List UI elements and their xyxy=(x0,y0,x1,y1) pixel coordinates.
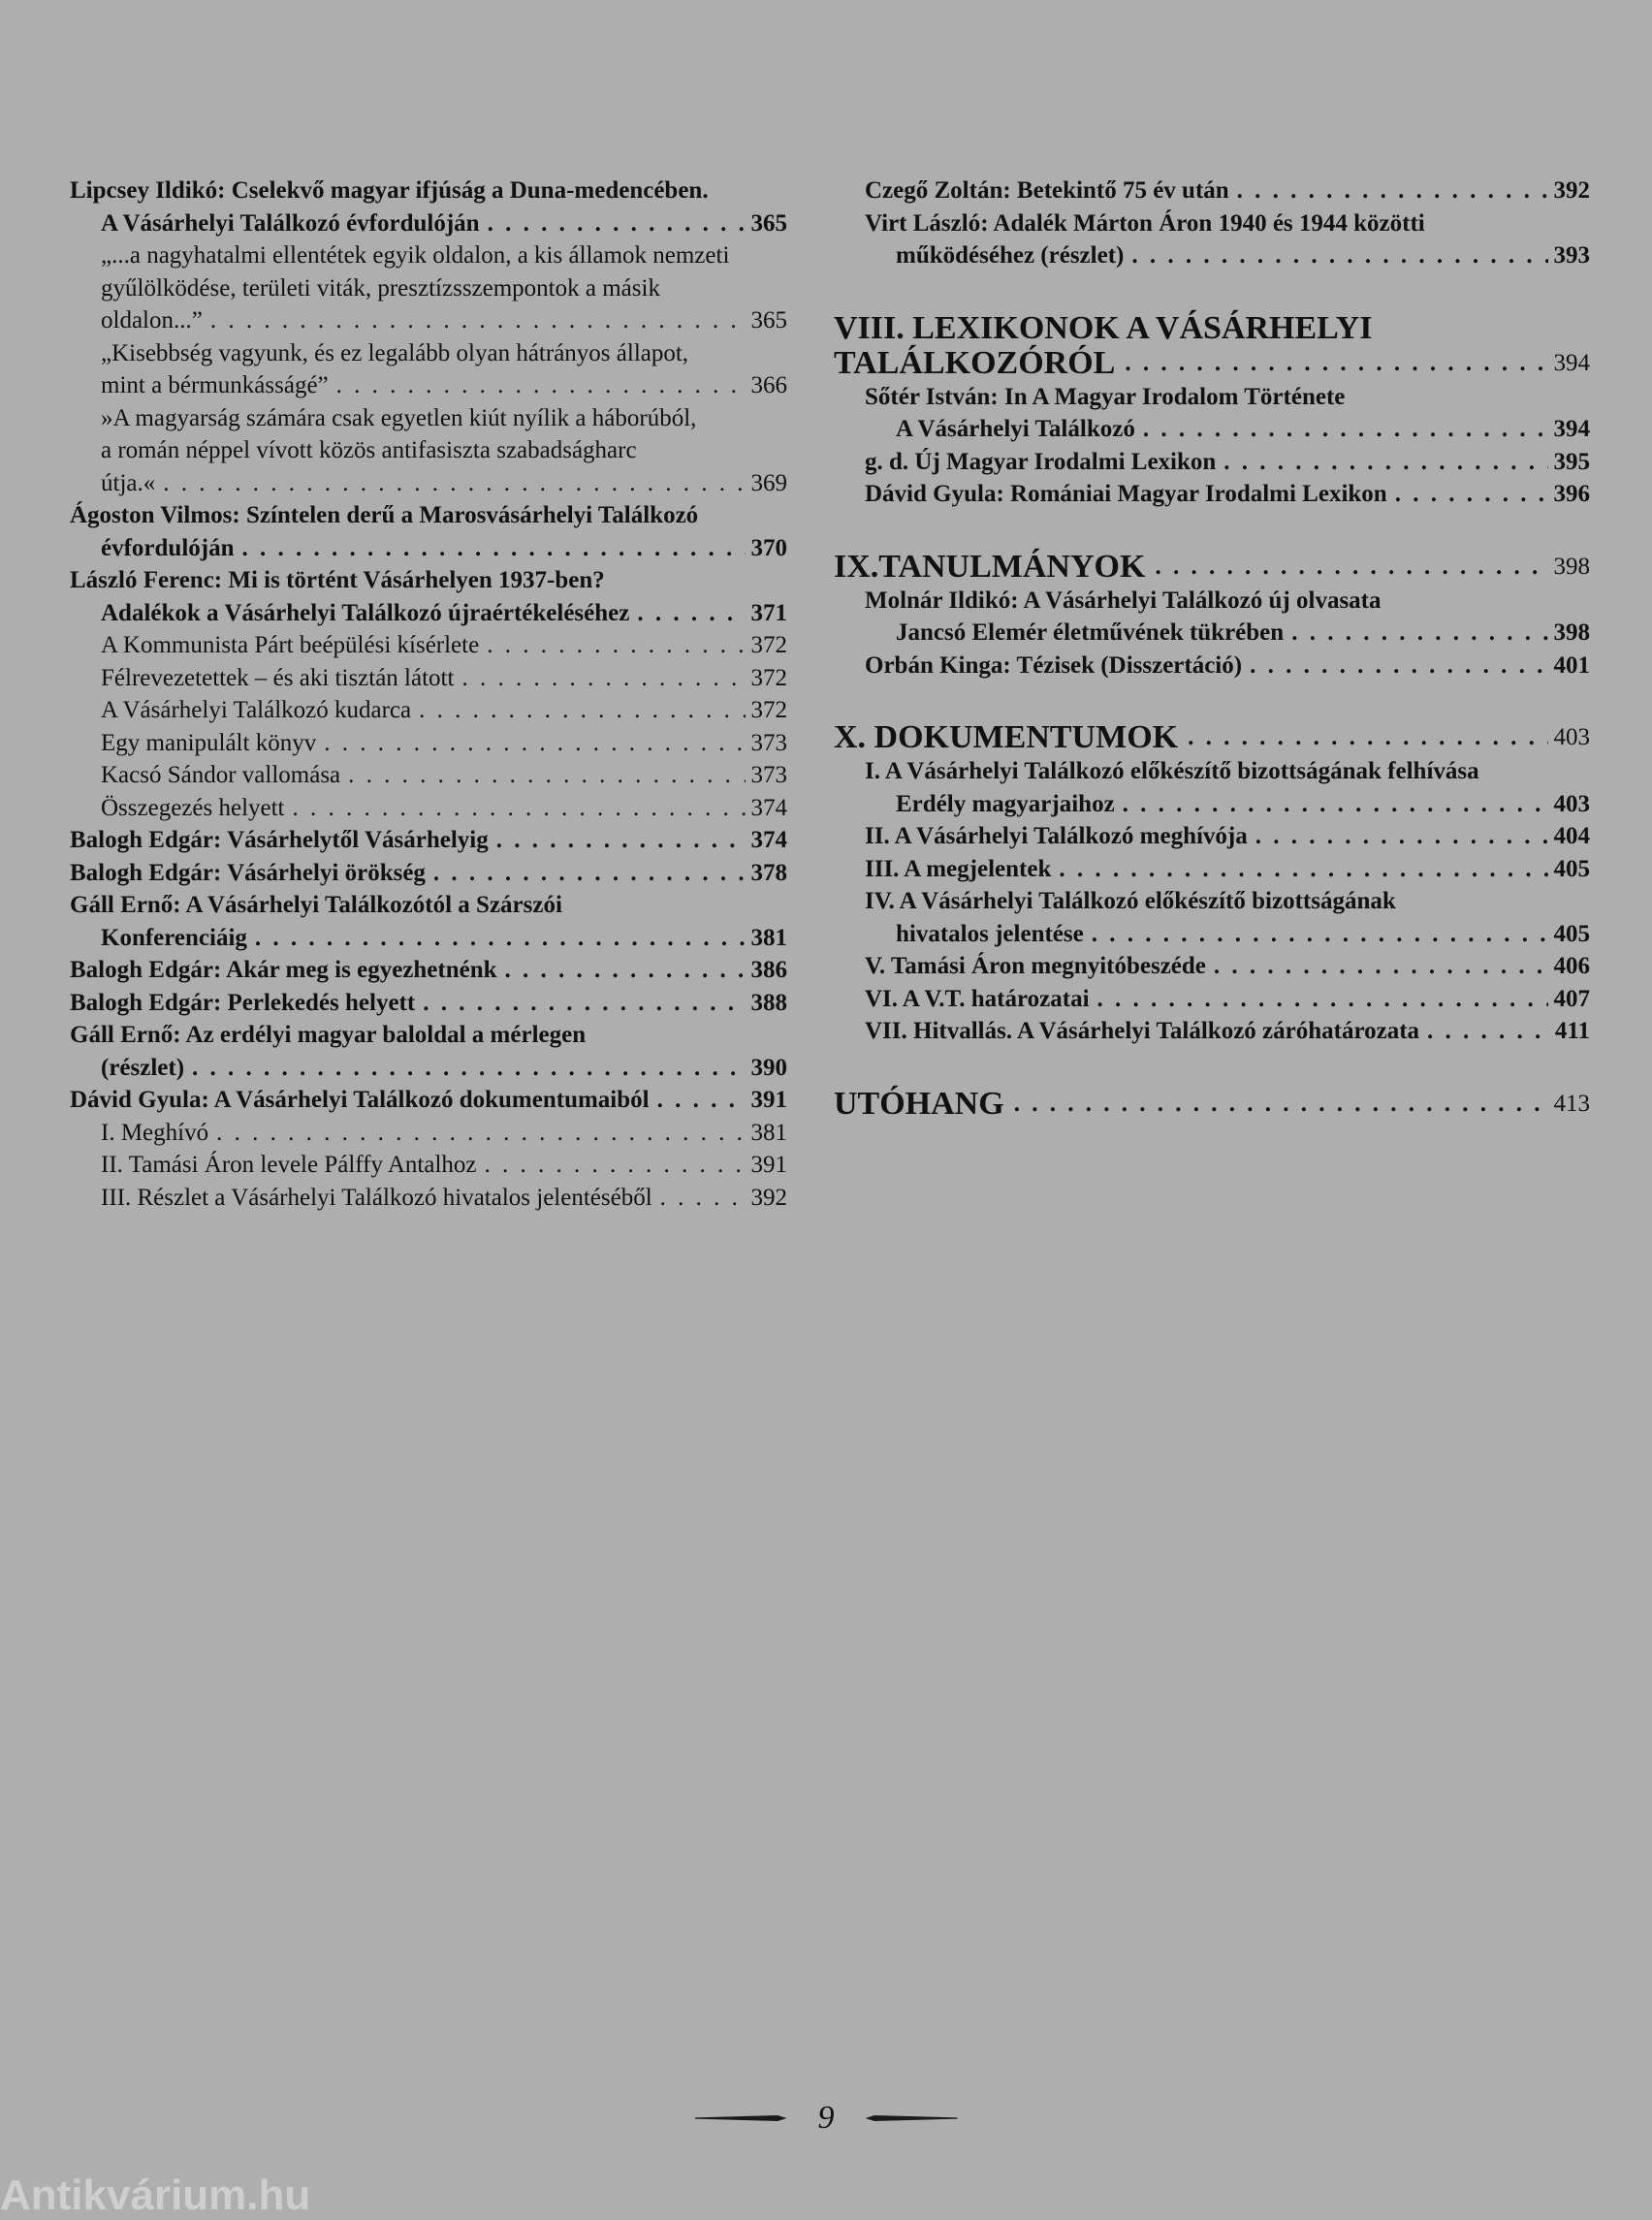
toc-line xyxy=(834,820,1590,853)
toc-line xyxy=(70,662,787,695)
dot-leader xyxy=(496,824,746,857)
toc-line-text: Kacsó Sándor vallomása xyxy=(101,762,341,788)
dot-leader xyxy=(192,1052,745,1085)
toc-line-text: IV. A Vásárhelyi Találkozó előkészítő bizottságának xyxy=(865,888,1396,914)
toc-page-number: 372 xyxy=(750,664,787,691)
toc-page-number: 391 xyxy=(750,1152,787,1178)
toc-line xyxy=(834,207,1590,240)
toc-page-number: 395 xyxy=(1553,448,1590,475)
toc-page-number: 404 xyxy=(1553,823,1590,849)
dot-leader xyxy=(657,1084,746,1117)
toc-line xyxy=(70,824,787,857)
toc-page-number: 405 xyxy=(1553,920,1590,947)
dot-leader xyxy=(485,1149,746,1182)
toc-line-text: A Kommunista Párt beépülési kísérlete xyxy=(101,632,480,658)
toc-line xyxy=(70,922,787,955)
toc-line xyxy=(70,954,787,987)
toc-line-text: I. A Vásárhelyi Találkozó előkészítő bizottságának felhívása xyxy=(865,758,1479,784)
dot-leader xyxy=(1092,918,1548,951)
toc-page-number: 372 xyxy=(750,632,787,658)
toc-line xyxy=(70,402,787,435)
toc-line-text: mint a bérmunkásságé” xyxy=(101,372,329,398)
toc-line-text: II. Tamási Áron levele Pálffy Antalhoz xyxy=(101,1152,477,1178)
toc-page-number: 406 xyxy=(1553,953,1590,979)
dot-leader xyxy=(1237,174,1548,207)
toc-entry xyxy=(70,174,787,239)
toc-line xyxy=(834,755,1590,788)
toc-section-heading xyxy=(834,550,1590,585)
dot-leader xyxy=(1291,617,1547,650)
toc-line-text: Balogh Edgár: Vásárhelyi örökség xyxy=(70,859,426,886)
toc-entry xyxy=(70,694,787,727)
dot-leader xyxy=(461,662,745,695)
toc-page-number: 403 xyxy=(1553,724,1590,750)
toc-page-number: 365 xyxy=(750,307,787,333)
toc-page-number: 398 xyxy=(1553,619,1590,646)
toc-line-text: Gáll Ernő: Az erdélyi magyar baloldal a mérlegen xyxy=(70,1022,587,1048)
toc-line-text: g. d. Új Magyar Irodalmi Lexikon xyxy=(865,448,1217,475)
toc-line-text: Erdély magyarjaihoz xyxy=(896,790,1115,817)
section-gap xyxy=(834,511,1590,532)
toc-line xyxy=(834,585,1590,618)
toc-line-text: TALÁLKOZÓRÓL xyxy=(834,344,1116,381)
dot-leader xyxy=(242,532,746,565)
toc-line-text: Czegő Zoltán: Betekintő 75 év után xyxy=(865,177,1229,204)
toc-line-text: X. DOKUMENTUMOK xyxy=(834,719,1179,755)
toc-entry xyxy=(70,987,787,1020)
toc-line-text: V. Tamási Áron megnyitóbeszéde xyxy=(865,953,1206,979)
toc-line-text: Lipcsey Ildikó: Cselekvő magyar ifjúság a Duna-medencében. xyxy=(70,177,709,204)
toc-line xyxy=(70,694,787,727)
toc-line-text: Molnár Ildikó: A Vásárhelyi Találkozó új olvasata xyxy=(865,587,1382,614)
toc-line-text: Adalékok a Vásárhelyi Találkozó újraértékeléséhez xyxy=(101,599,630,626)
ornament-left-icon xyxy=(695,2115,787,2121)
toc-entry xyxy=(834,381,1590,446)
toc-entry xyxy=(834,853,1590,886)
dot-leader xyxy=(660,1182,746,1215)
toc-line xyxy=(70,304,787,337)
page-footer xyxy=(0,2100,1652,2137)
toc-right-column xyxy=(834,174,1590,1122)
toc-entry xyxy=(70,727,787,760)
toc-line xyxy=(70,499,787,532)
toc-entry xyxy=(70,337,787,402)
toc-line-text: III. Részlet a Vásárhelyi Találkozó hivatalos jelentéséből xyxy=(101,1184,652,1211)
dot-leader xyxy=(1188,720,1547,755)
toc-page-number: 373 xyxy=(750,729,787,756)
toc-line xyxy=(70,1052,787,1085)
toc-page-number: 391 xyxy=(750,1087,787,1113)
toc-line xyxy=(70,1084,787,1117)
toc-line xyxy=(834,174,1590,207)
toc-line xyxy=(834,239,1590,272)
toc-page-number: 386 xyxy=(750,957,787,983)
dot-leader xyxy=(419,694,745,727)
dot-leader xyxy=(348,759,745,792)
toc-entry xyxy=(70,1149,787,1182)
toc-page-number: 390 xyxy=(750,1054,787,1081)
toc-section-heading xyxy=(834,720,1590,755)
toc-line xyxy=(70,174,787,207)
toc-line xyxy=(70,337,787,370)
toc-page-number: 394 xyxy=(1553,349,1590,376)
toc-line-text: gyűlölködése, területi viták, presztízsszempontok a másik xyxy=(101,274,660,301)
toc-line-text: UTÓHANG xyxy=(834,1085,1004,1122)
toc-line-text: „Kisebbség vagyunk, és ez legalább olyan hátrányos állapot, xyxy=(101,339,689,366)
toc-line xyxy=(834,918,1590,951)
toc-page-number: 407 xyxy=(1553,985,1590,1012)
toc-entry xyxy=(834,820,1590,853)
toc-line-text: László Ferenc: Mi is történt Vásárhelyen 1937-ben? xyxy=(70,567,605,593)
toc-line xyxy=(834,983,1590,1016)
toc-line-text: II. A Vásárhelyi Találkozó meghívója xyxy=(865,823,1248,849)
toc-entry xyxy=(834,950,1590,983)
toc-line-text: Konferenciáig xyxy=(101,924,247,951)
toc-entry xyxy=(70,792,787,825)
dot-leader xyxy=(637,597,745,630)
toc-line xyxy=(70,467,787,500)
toc-entry xyxy=(834,446,1590,479)
toc-page-number: 394 xyxy=(1553,416,1590,442)
dot-leader xyxy=(423,987,745,1020)
toc-line-text: Egy manipulált könyv xyxy=(101,729,317,756)
toc-page-number: 392 xyxy=(1553,177,1590,204)
dot-leader xyxy=(433,857,746,890)
toc-line-text: útja.« xyxy=(101,469,156,496)
toc-line xyxy=(70,629,787,662)
toc-page-number: 381 xyxy=(750,924,787,951)
toc-line-text: évfordulóján xyxy=(101,534,235,561)
toc-page-number: 392 xyxy=(750,1184,787,1211)
toc-line xyxy=(70,987,787,1020)
toc-line-text: Félrevezetettek – és aki tisztán látott xyxy=(101,664,455,691)
toc-line-text: Orbán Kinga: Tézisek (Disszertáció) xyxy=(865,651,1243,679)
toc-line xyxy=(834,446,1590,479)
toc-line-text: Balogh Edgár: Perlekedés helyett xyxy=(70,989,416,1016)
toc-line xyxy=(834,478,1590,511)
toc-entry xyxy=(70,239,787,337)
page-number: 9 xyxy=(817,2100,835,2136)
toc-line-text: Virt László: Adalék Márton Áron 1940 és 1944 közötti xyxy=(865,209,1425,237)
toc-page-number: 388 xyxy=(750,989,787,1016)
toc-line xyxy=(70,1149,787,1182)
toc-entry xyxy=(834,755,1590,820)
toc-line xyxy=(834,885,1590,918)
toc-line-text: VI. A V.T. határozatai xyxy=(865,985,1090,1012)
toc-page-number: 373 xyxy=(750,762,787,788)
toc-page-number: 370 xyxy=(750,534,787,561)
toc-entry xyxy=(70,1117,787,1150)
toc-entry xyxy=(834,478,1590,511)
toc-line-text: A Vásárhelyi Találkozó évfordulóján xyxy=(101,209,480,237)
dot-leader xyxy=(1395,478,1548,511)
toc-line-text: VIII. LEXIKONOK A VÁSÁRHELYI xyxy=(834,309,1373,346)
toc-entry xyxy=(834,650,1590,682)
toc-section-heading xyxy=(834,1087,1590,1122)
section-gap xyxy=(834,272,1590,294)
toc-line xyxy=(70,889,787,922)
toc-line xyxy=(834,950,1590,983)
toc-entry xyxy=(834,983,1590,1016)
toc-line-text: A Vásárhelyi Találkozó kudarca xyxy=(101,697,412,723)
toc-line xyxy=(70,792,787,825)
toc-page-number: 378 xyxy=(750,859,787,886)
toc-line xyxy=(70,727,787,760)
dot-leader xyxy=(210,304,746,337)
toc-entry xyxy=(834,585,1590,650)
toc-line xyxy=(834,788,1590,821)
dot-leader xyxy=(505,954,746,987)
toc-entry xyxy=(70,759,787,792)
ornament-right-icon xyxy=(866,2115,958,2121)
watermark: Antikvárium.hu xyxy=(0,2172,311,2219)
toc-line xyxy=(834,550,1590,585)
dot-leader xyxy=(1123,788,1548,821)
toc-line-text: Dávid Gyula: A Vásárhelyi Találkozó dokumentumaiból xyxy=(70,1087,650,1113)
toc-page-number: 381 xyxy=(750,1119,787,1146)
toc-page-number: 396 xyxy=(1553,481,1590,507)
section-gap xyxy=(834,1048,1590,1069)
dot-leader xyxy=(1125,346,1547,381)
dot-leader xyxy=(1014,1087,1548,1122)
dot-leader xyxy=(1143,413,1548,446)
toc-line-text: III. A megjelentek xyxy=(865,855,1052,882)
toc-line-text: oldalon...” xyxy=(101,307,203,333)
toc-line xyxy=(70,1182,787,1215)
dot-leader xyxy=(324,727,745,760)
toc-line xyxy=(70,857,787,890)
toc-page-number: 398 xyxy=(1553,553,1590,580)
toc-line xyxy=(834,1015,1590,1048)
toc-line-text: Sőtér István: In A Magyar Irodalom Története xyxy=(865,383,1346,410)
toc-entry xyxy=(70,662,787,695)
toc-line xyxy=(834,311,1590,346)
dot-leader xyxy=(1223,446,1547,479)
toc-page-number: 411 xyxy=(1554,1018,1590,1044)
toc-left-column xyxy=(70,174,787,1214)
toc-page-number: 366 xyxy=(750,372,787,398)
toc-line xyxy=(834,413,1590,446)
toc-line xyxy=(834,617,1590,650)
toc-entry xyxy=(70,889,787,954)
toc-line xyxy=(834,650,1590,682)
toc-line-text: Balogh Edgár: Vásárhelytől Vásárhelyig xyxy=(70,827,489,853)
toc-line-text: IX.TANULMÁNYOK xyxy=(834,548,1146,585)
section-gap xyxy=(834,682,1590,703)
dot-leader xyxy=(336,369,746,402)
dot-leader xyxy=(255,922,746,955)
toc-line-text: Ágoston Vilmos: Színtelen derű a Marosvásárhelyi Találkozó xyxy=(70,502,699,528)
toc-entry xyxy=(70,629,787,662)
dot-leader xyxy=(1255,820,1548,853)
toc-page-number: 403 xyxy=(1553,790,1590,817)
dot-leader xyxy=(487,629,745,662)
toc-page-number: 372 xyxy=(750,697,787,723)
toc-entry xyxy=(834,174,1590,207)
dot-leader xyxy=(1427,1015,1549,1048)
toc-page-number: 365 xyxy=(750,209,787,237)
toc-entry xyxy=(70,1084,787,1117)
toc-line xyxy=(834,381,1590,414)
toc-entry xyxy=(834,207,1590,272)
toc-entry xyxy=(70,499,787,564)
dot-leader xyxy=(1131,239,1547,272)
dot-leader xyxy=(1059,853,1547,886)
toc-entry xyxy=(834,1015,1590,1048)
toc-page-number: 413 xyxy=(1553,1090,1590,1117)
toc-line-text: „...a nagyhatalmi ellentétek egyik oldalon, a kis államok nemzeti xyxy=(101,242,730,269)
toc-page-number: 405 xyxy=(1553,855,1590,882)
toc-line xyxy=(70,207,787,240)
toc-entry xyxy=(834,885,1590,950)
toc-line xyxy=(834,1087,1590,1122)
dot-leader xyxy=(293,792,746,825)
toc-line-text: a román néppel vívott közös antifasiszta szabadságharc xyxy=(101,437,637,463)
toc-line xyxy=(834,853,1590,886)
toc-entry xyxy=(70,1019,787,1084)
toc-line xyxy=(70,597,787,630)
toc-line-text: Dávid Gyula: Romániai Magyar Irodalmi Lexikon xyxy=(865,481,1387,507)
toc-line xyxy=(834,720,1590,755)
toc-entry xyxy=(70,1182,787,1215)
toc-line-text: Összegezés helyett xyxy=(101,794,285,821)
dot-leader xyxy=(1250,650,1547,682)
toc-entry xyxy=(70,564,787,629)
dot-leader xyxy=(1097,983,1548,1016)
toc-line xyxy=(70,564,787,597)
toc-line-text: I. Meghívó xyxy=(101,1119,209,1146)
toc-entry xyxy=(70,857,787,890)
toc-line-text: hivatalos jelentése xyxy=(896,920,1084,947)
toc-line xyxy=(70,369,787,402)
toc-line-text: A Vásárhelyi Találkozó xyxy=(896,416,1135,442)
toc-line-text: Gáll Ernő: A Vásárhelyi Találkozótól a Szárszói xyxy=(70,892,562,918)
toc-line xyxy=(834,346,1590,381)
toc-line-text: Jancsó Elemér életművének tükrében xyxy=(896,619,1285,646)
toc-line-text: (részlet) xyxy=(101,1054,185,1081)
toc-entry xyxy=(70,954,787,987)
toc-line xyxy=(70,434,787,467)
toc-line xyxy=(70,239,787,272)
toc-line xyxy=(70,1117,787,1150)
toc-page-number: 369 xyxy=(750,469,787,496)
dot-leader xyxy=(488,207,746,240)
toc-line-text: »A magyarság számára csak egyetlen kiút nyílik a háborúból, xyxy=(101,404,697,431)
toc-entry xyxy=(70,824,787,857)
toc-entry xyxy=(70,402,787,500)
toc-line-text: működéséhez (részlet) xyxy=(896,242,1125,269)
toc-line xyxy=(70,272,787,305)
toc-section-heading xyxy=(834,311,1590,381)
toc-line xyxy=(70,1019,787,1052)
toc-line xyxy=(70,532,787,565)
toc-page-number: 374 xyxy=(750,794,787,821)
toc-line-text: Balogh Edgár: Akár meg is egyezhetnénk xyxy=(70,957,497,983)
toc-line xyxy=(70,759,787,792)
dot-leader xyxy=(163,467,745,500)
toc-page-number: 371 xyxy=(750,599,787,626)
toc-page-number: 401 xyxy=(1553,651,1590,679)
dot-leader xyxy=(216,1117,745,1150)
dot-leader xyxy=(1155,550,1547,585)
dot-leader xyxy=(1214,950,1548,983)
toc-line-text: VII. Hitvallás. A Vásárhelyi Találkozó záróhatározata xyxy=(865,1018,1420,1044)
toc-page-number: 374 xyxy=(750,827,787,853)
toc-page-number: 393 xyxy=(1553,242,1590,269)
